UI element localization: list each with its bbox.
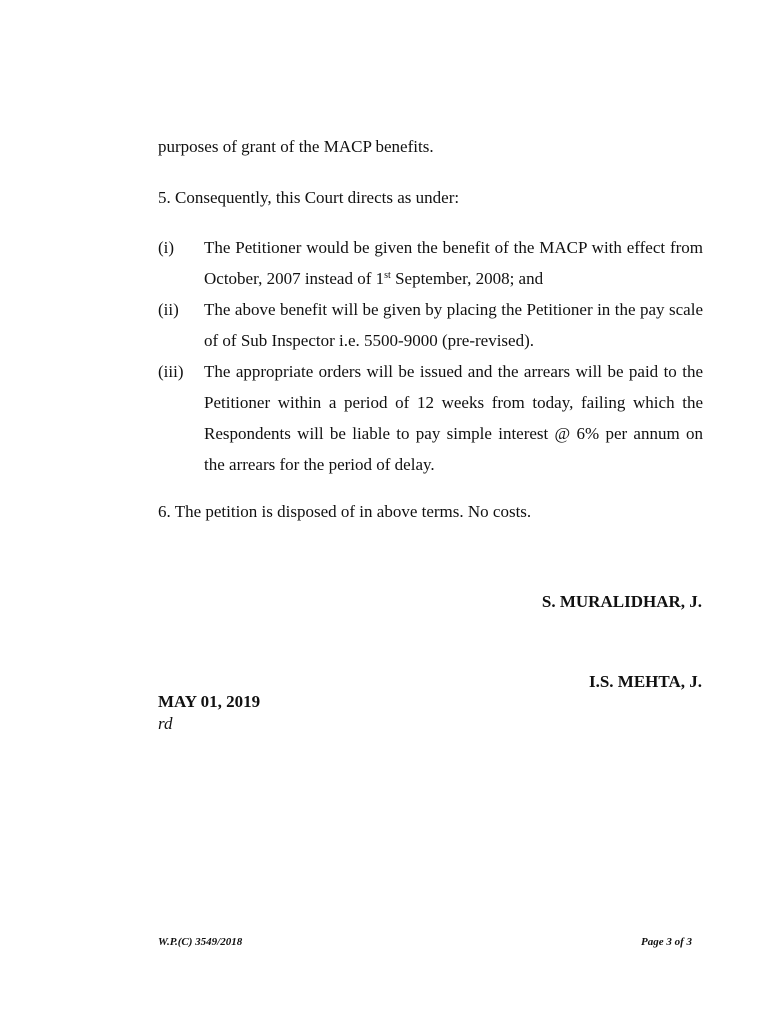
- footer-page-number: Page 3 of 3: [640, 936, 692, 948]
- direction-item: [158, 356, 703, 480]
- footer-case-number: W.P.(C) 3549/2018: [158, 936, 243, 948]
- paragraph-5: 5. Consequently, this Court directs as under:: [158, 188, 460, 207]
- direction-text: The appropriate orders will be issued and the arrears will be paid to the Petitioner within a period of 12 weeks from today, failing which the Respondents will be liable to pay simple interest @ 6% per annum on the arrears for the period of delay.: [204, 362, 703, 474]
- judge-signature-2: I.S. MEHTA, J.: [588, 672, 702, 691]
- direction-number: (iii): [158, 362, 184, 381]
- direction-number: (i): [158, 238, 175, 257]
- direction-item: [158, 232, 703, 294]
- paragraph-6: 6. The petition is disposed of in above terms. No costs.: [158, 502, 532, 521]
- opening-paragraph: purposes of grant of the MACP benefits.: [158, 137, 434, 156]
- ordinal-superscript: st: [384, 270, 391, 281]
- judge-signature-1: S. MURALIDHAR, J.: [541, 592, 702, 611]
- direction-item: [158, 294, 703, 356]
- direction-number: (ii): [158, 300, 179, 319]
- directions-list: [158, 232, 703, 480]
- judgment-date: MAY 01, 2019: [158, 692, 261, 711]
- direction-text: The Petitioner would be given the benefit of the MACP with effect from October, 2007 instead of 1st September, 2008; and: [204, 238, 703, 288]
- direction-text: The above benefit will be given by placing the Petitioner in the pay scale of of Sub Inspector i.e. 5500-9000 (pre-revised).: [204, 300, 703, 350]
- typist-initials: rd: [158, 714, 173, 733]
